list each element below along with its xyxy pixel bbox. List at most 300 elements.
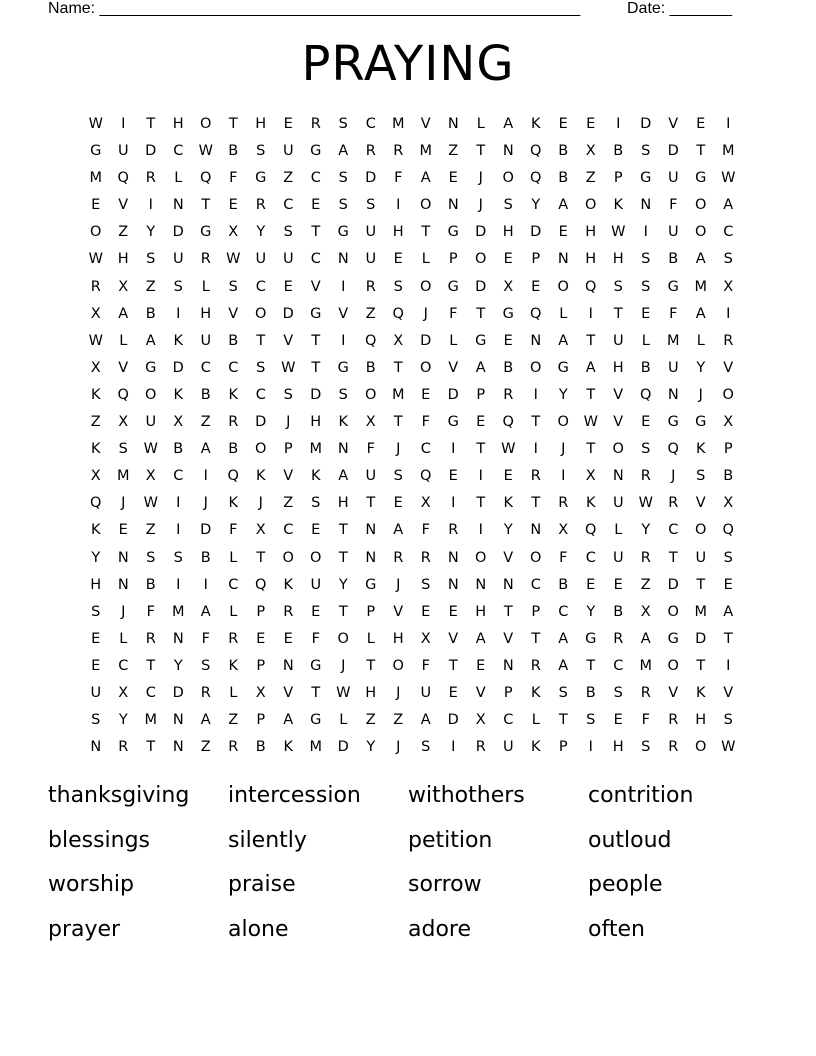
grid-letter: I — [588, 739, 593, 756]
grid-letter: B — [228, 441, 239, 458]
grid-letter: I — [478, 468, 483, 485]
grid-letter: E — [311, 197, 321, 214]
grid-letter: K — [695, 441, 706, 458]
grid-letter: S — [338, 116, 348, 132]
grid-letter: M — [391, 386, 405, 403]
grid-letter: M — [694, 278, 707, 295]
grid-letter: W — [88, 116, 103, 132]
grid-letter: W — [88, 332, 103, 349]
grid-letter: E — [283, 116, 293, 132]
grid-letter: L — [229, 684, 238, 701]
grid-letter: N — [172, 712, 184, 729]
grid-letter: H — [90, 576, 102, 593]
grid-letter: E — [641, 305, 651, 322]
grid-letter: V — [668, 684, 679, 701]
grid-row — [82, 599, 742, 626]
grid-letter: Z — [145, 522, 156, 539]
grid-letter: R — [393, 549, 404, 566]
grid-letter: C — [118, 657, 129, 674]
grid-letter: Y — [256, 224, 266, 241]
grid-letter: A — [200, 712, 211, 729]
grid-letter: G — [667, 278, 679, 295]
grid-row — [82, 192, 742, 219]
grid-letter: S — [283, 224, 293, 241]
grid-letter: W — [721, 739, 736, 756]
grid-letter: C — [228, 359, 239, 376]
grid-letter: R — [558, 495, 569, 512]
grid-letter: Y — [338, 576, 348, 593]
grid-letter: I — [203, 576, 208, 593]
grid-letter: B — [613, 143, 624, 160]
grid-letter: A — [283, 712, 294, 729]
grid-letter: G — [475, 332, 487, 349]
grid-letter: I — [203, 468, 208, 485]
grid-letter: I — [726, 305, 731, 322]
grid-letter: G — [447, 224, 459, 241]
grid-letter: I — [726, 116, 731, 132]
grid-letter: Q — [722, 522, 734, 539]
grid-row — [82, 490, 742, 517]
grid-letter: T — [366, 657, 376, 674]
grid-letter: I — [341, 278, 346, 295]
grid-letter: Q — [90, 495, 102, 512]
grid-letter: B — [558, 170, 569, 187]
grid-letter: R — [640, 549, 651, 566]
grid-letter: O — [695, 224, 707, 241]
grid-letter: L — [119, 630, 128, 647]
grid-letter: K — [90, 522, 101, 539]
grid-letter: Y — [366, 739, 376, 756]
grid-row — [82, 707, 742, 734]
grid-letter: U — [365, 224, 377, 241]
grid-letter: O — [695, 197, 707, 214]
grid-letter: E — [558, 224, 568, 241]
grid-letter: V — [283, 684, 294, 701]
grid-letter: B — [640, 359, 651, 376]
grid-letter: E — [503, 332, 513, 349]
grid-letter: I — [533, 386, 538, 403]
grid-letter: O — [502, 170, 514, 187]
grid-letter: U — [90, 684, 102, 701]
grid-letter: O — [200, 116, 212, 132]
grid-letter: B — [173, 441, 184, 458]
grid-letter: I — [588, 305, 593, 322]
grid-letter: W — [88, 251, 103, 268]
grid-letter: A — [585, 359, 596, 376]
word-search-grid — [82, 111, 742, 761]
grid-letter: O — [612, 441, 624, 458]
grid-letter: X — [90, 359, 101, 376]
word-bank-item: silently — [228, 827, 307, 853]
grid-letter: X — [723, 495, 734, 512]
grid-letter: X — [228, 224, 239, 241]
grid-letter: W — [198, 143, 213, 160]
grid-letter: J — [203, 495, 208, 512]
grid-letter: E — [613, 712, 623, 729]
grid-letter: W — [336, 684, 351, 701]
grid-letter: C — [145, 684, 156, 701]
grid-letter: G — [365, 576, 377, 593]
grid-letter: M — [116, 468, 130, 485]
grid-letter: W — [226, 251, 241, 268]
grid-letter: Z — [200, 739, 211, 756]
grid-letter: J — [258, 495, 263, 512]
grid-letter: V — [448, 630, 459, 647]
grid-letter: G — [90, 143, 102, 160]
grid-letter: T — [311, 684, 321, 701]
grid-letter: K — [585, 495, 596, 512]
grid-letter: R — [530, 657, 541, 674]
grid-letter: R — [640, 684, 651, 701]
grid-letter: H — [502, 224, 514, 241]
grid-letter: Q — [530, 170, 542, 187]
grid-letter: X — [118, 414, 129, 431]
grid-letter: B — [255, 739, 266, 756]
grid-letter: I — [451, 739, 456, 756]
grid-letter: F — [669, 197, 678, 214]
grid-letter: T — [146, 116, 156, 132]
grid-letter: E — [91, 630, 101, 647]
grid-letter: L — [614, 522, 623, 539]
grid-letter: R — [668, 739, 679, 756]
grid-letter: H — [612, 739, 624, 756]
grid-letter: K — [613, 197, 623, 214]
grid-letter: R — [145, 170, 156, 187]
grid-letter: L — [559, 305, 568, 322]
grid-letter: E — [586, 576, 596, 593]
grid-letter: P — [531, 251, 541, 268]
grid-letter: Q — [365, 332, 377, 349]
grid-letter: O — [667, 603, 679, 620]
grid-letter: B — [558, 576, 569, 593]
grid-letter: T — [668, 549, 678, 566]
grid-letter: S — [338, 170, 348, 187]
grid-letter: X — [90, 468, 101, 485]
grid-letter: F — [394, 170, 403, 187]
grid-letter: I — [643, 224, 648, 241]
grid-letter: Z — [393, 712, 404, 729]
grid-letter: N — [667, 386, 679, 403]
grid-letter: I — [121, 116, 126, 132]
grid-letter: S — [723, 251, 733, 268]
grid-letter: I — [148, 197, 153, 214]
grid-letter: E — [421, 386, 431, 403]
grid-letter: E — [393, 251, 403, 268]
grid-letter: R — [503, 386, 514, 403]
grid-letter: D — [337, 739, 349, 756]
grid-letter: K — [228, 495, 238, 512]
grid-letter: Q — [585, 522, 597, 539]
grid-letter: C — [310, 251, 321, 268]
grid-letter: K — [530, 116, 541, 132]
grid-letter: I — [616, 116, 621, 132]
grid-letter: C — [173, 143, 184, 160]
grid-letter: J — [698, 386, 703, 403]
grid-letter: O — [722, 386, 734, 403]
grid-letter: N — [447, 549, 459, 566]
grid-letter: U — [667, 170, 679, 187]
grid-letter: O — [255, 305, 267, 322]
grid-letter: E — [448, 468, 458, 485]
grid-letter: S — [256, 359, 266, 376]
grid-letter: D — [667, 143, 679, 160]
grid-row — [82, 436, 742, 463]
grid-letter: N — [365, 522, 377, 539]
grid-row — [82, 463, 742, 490]
grid-letter: S — [283, 386, 293, 403]
grid-letter: E — [448, 684, 458, 701]
grid-letter: X — [723, 278, 734, 295]
grid-letter: N — [447, 576, 459, 593]
grid-letter: N — [337, 441, 349, 458]
grid-letter: G — [695, 170, 707, 187]
grid-letter: B — [228, 332, 239, 349]
grid-letter: J — [341, 657, 346, 674]
grid-letter: X — [723, 414, 734, 431]
grid-letter: G — [310, 305, 322, 322]
grid-letter: T — [256, 332, 266, 349]
grid-letter: G — [667, 630, 679, 647]
grid-letter: R — [393, 143, 404, 160]
grid-letter: U — [612, 332, 624, 349]
grid-letter: C — [173, 468, 184, 485]
grid-letter: V — [448, 359, 459, 376]
grid-letter: A — [200, 441, 211, 458]
grid-letter: C — [503, 712, 514, 729]
grid-letter: L — [201, 278, 210, 295]
grid-letter: L — [119, 332, 128, 349]
grid-letter: J — [671, 468, 676, 485]
grid-letter: P — [256, 603, 266, 620]
grid-letter: T — [476, 441, 486, 458]
grid-letter: P — [613, 170, 623, 187]
grid-letter: S — [146, 251, 156, 268]
grid-letter: S — [393, 278, 403, 295]
grid-letter: S — [641, 251, 651, 268]
grid-letter: S — [586, 712, 596, 729]
grid-letter: I — [478, 522, 483, 539]
grid-letter: D — [255, 414, 267, 431]
grid-letter: R — [228, 630, 239, 647]
grid-letter: U — [365, 251, 377, 268]
grid-letter: C — [613, 657, 624, 674]
grid-letter: P — [558, 739, 568, 756]
word-bank-item: withothers — [408, 783, 525, 808]
grid-letter: T — [696, 576, 706, 593]
grid-letter: A — [475, 630, 486, 647]
grid-letter: S — [338, 197, 348, 214]
grid-letter: I — [451, 495, 456, 512]
grid-letter: F — [449, 305, 458, 322]
grid-letter: O — [145, 386, 157, 403]
grid-letter: H — [200, 305, 212, 322]
grid-letter: E — [256, 630, 266, 647]
grid-letter: R — [668, 712, 679, 729]
grid-row — [82, 382, 742, 409]
grid-letter: V — [723, 359, 734, 376]
grid-letter: J — [396, 684, 401, 701]
grid-letter: K — [530, 739, 541, 756]
grid-letter: F — [311, 630, 320, 647]
grid-letter: Z — [585, 170, 596, 187]
grid-letter: X — [585, 468, 596, 485]
grid-letter: Y — [503, 522, 513, 539]
grid-row — [82, 355, 742, 382]
grid-letter: S — [173, 278, 183, 295]
grid-letter: N — [172, 630, 184, 647]
grid-letter: E — [696, 116, 706, 132]
grid-letter: F — [421, 522, 430, 539]
grid-letter: H — [117, 251, 129, 268]
grid-letter: G — [640, 170, 652, 187]
grid-letter: B — [558, 143, 569, 160]
grid-letter: D — [447, 712, 459, 729]
grid-letter: R — [200, 251, 211, 268]
grid-letter: D — [475, 224, 487, 241]
grid-letter: R — [365, 278, 376, 295]
grid-letter: R — [420, 549, 431, 566]
grid-letter: G — [667, 414, 679, 431]
grid-letter: T — [311, 224, 321, 241]
grid-letter: F — [201, 630, 210, 647]
word-bank-item: alone — [228, 916, 289, 942]
grid-letter: T — [586, 441, 596, 458]
grid-letter: D — [172, 684, 184, 701]
grid-letter: X — [558, 522, 569, 539]
grid-letter: X — [503, 278, 514, 295]
grid-letter: P — [256, 657, 266, 674]
grid-letter: G — [310, 712, 322, 729]
grid-letter: V — [118, 359, 129, 376]
word-bank-item: contrition — [588, 783, 694, 808]
grid-letter: M — [721, 143, 735, 160]
grid-letter: H — [392, 224, 404, 241]
grid-letter: V — [118, 197, 129, 214]
grid-letter: O — [695, 739, 707, 756]
grid-letter: T — [696, 143, 706, 160]
grid-letter: O — [695, 522, 707, 539]
grid-letter: P — [366, 603, 376, 620]
grid-letter: N — [172, 197, 184, 214]
grid-letter: O — [475, 251, 487, 268]
grid-letter: N — [282, 657, 294, 674]
grid-row — [82, 165, 742, 192]
grid-letter: E — [503, 468, 513, 485]
grid-letter: K — [90, 441, 101, 458]
grid-letter: X — [173, 414, 184, 431]
grid-letter: S — [421, 576, 431, 593]
grid-letter: U — [172, 251, 184, 268]
grid-letter: A — [118, 305, 129, 322]
grid-letter: R — [613, 630, 624, 647]
grid-letter: C — [668, 522, 679, 539]
grid-letter: G — [337, 359, 349, 376]
grid-letter: R — [310, 116, 321, 132]
grid-letter: L — [449, 332, 458, 349]
grid-letter: V — [503, 630, 514, 647]
grid-letter: N — [90, 739, 102, 756]
page-title: PRAYING — [301, 36, 515, 92]
grid-letter: K — [283, 576, 293, 593]
word-bank-item: intercession — [228, 783, 361, 808]
grid-letter: M — [391, 116, 405, 132]
grid-letter: A — [723, 197, 734, 214]
grid-letter: T — [146, 739, 156, 756]
grid-letter: E — [558, 116, 568, 132]
grid-letter: O — [337, 630, 349, 647]
grid-letter: Q — [640, 386, 652, 403]
word-bank-item: blessings — [48, 827, 151, 853]
grid-letter: D — [172, 359, 184, 376]
grid-letter: Q — [530, 305, 542, 322]
grid-letter: B — [668, 251, 679, 268]
grid-letter: O — [585, 197, 597, 214]
grid-letter: H — [255, 116, 267, 132]
grid-letter: N — [612, 468, 624, 485]
grid-letter: W — [143, 441, 158, 458]
grid-letter: Q — [117, 170, 129, 187]
grid-letter: A — [338, 468, 349, 485]
grid-letter: B — [365, 359, 376, 376]
grid-letter: C — [255, 386, 266, 403]
grid-letter: H — [585, 251, 597, 268]
grid-letter: I — [396, 197, 401, 214]
grid-letter: D — [282, 305, 294, 322]
grid-letter: F — [559, 549, 568, 566]
grid-letter: T — [476, 143, 486, 160]
grid-letter: J — [121, 495, 126, 512]
grid-letter: S — [91, 603, 101, 620]
grid-letter: D — [530, 224, 542, 241]
grid-letter: T — [558, 712, 568, 729]
grid-letter: I — [176, 522, 181, 539]
grid-letter: G — [200, 224, 212, 241]
grid-row — [82, 409, 742, 436]
grid-letter: E — [283, 630, 293, 647]
word-bank-item: petition — [408, 827, 493, 853]
grid-letter: X — [118, 278, 129, 295]
grid-letter: G — [145, 359, 157, 376]
grid-letter: R — [228, 414, 239, 431]
grid-letter: Z — [228, 712, 239, 729]
date-field-line: Date: _______ — [627, 0, 732, 17]
grid-letter: D — [310, 386, 322, 403]
grid-letter: U — [255, 251, 267, 268]
grid-letter: X — [255, 684, 266, 701]
grid-letter: V — [338, 305, 349, 322]
grid-letter: A — [420, 170, 431, 187]
grid-letter: K — [255, 468, 266, 485]
grid-letter: V — [613, 386, 624, 403]
grid-row — [82, 246, 742, 273]
grid-letter: K — [228, 657, 238, 674]
grid-letter: A — [558, 630, 569, 647]
grid-letter: O — [255, 441, 267, 458]
grid-letter: X — [393, 332, 404, 349]
grid-letter: R — [145, 630, 156, 647]
grid-letter: D — [172, 224, 184, 241]
grid-letter: X — [640, 603, 651, 620]
grid-letter: Y — [173, 657, 183, 674]
grid-letter: Z — [448, 143, 459, 160]
grid-letter: A — [503, 116, 514, 132]
grid-letter: Y — [641, 522, 651, 539]
grid-letter: I — [451, 441, 456, 458]
word-bank-item: outloud — [588, 827, 672, 853]
grid-letter: P — [723, 441, 733, 458]
word-bank-item: often — [588, 916, 645, 942]
grid-letter: M — [694, 603, 707, 620]
